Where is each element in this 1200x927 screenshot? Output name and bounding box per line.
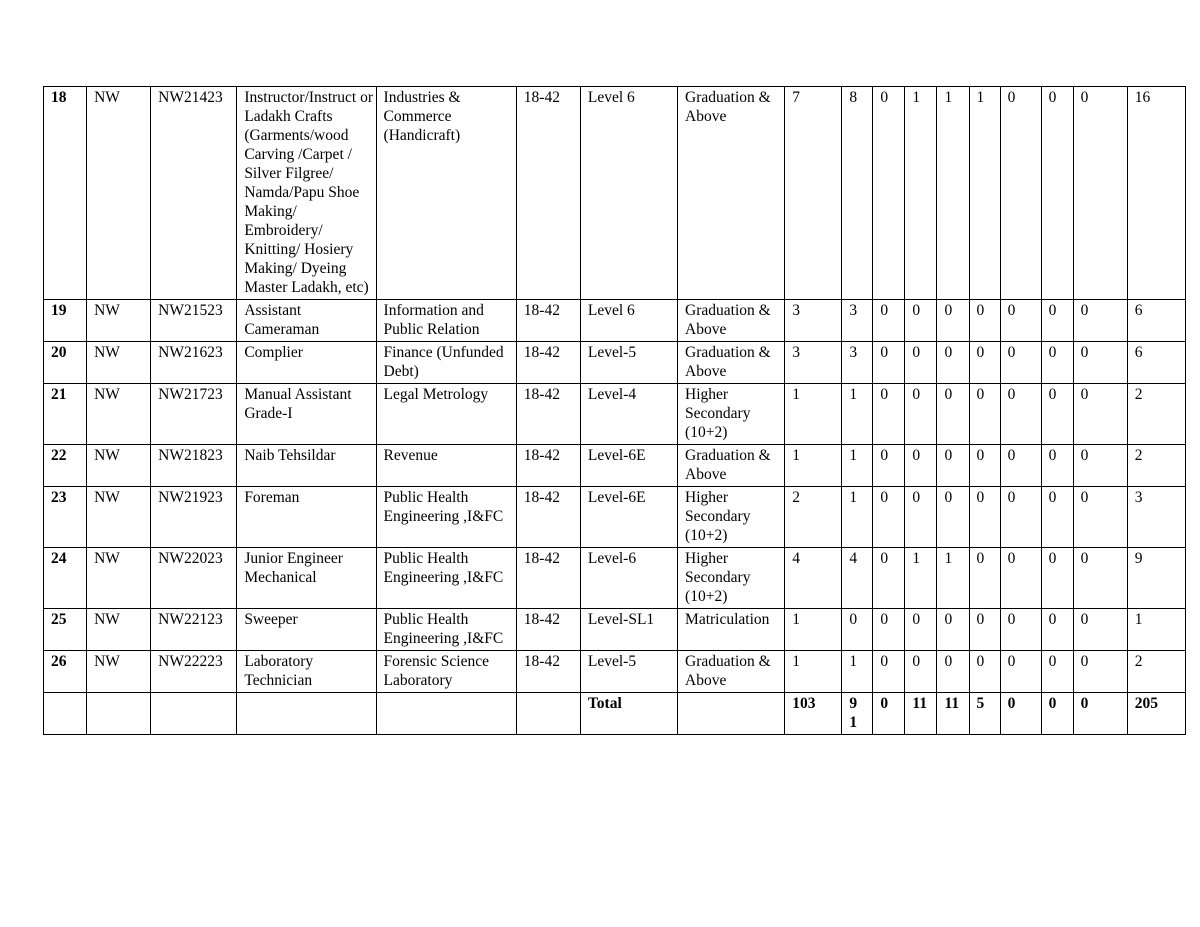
count-cell: 0	[873, 445, 905, 487]
empty-cell	[44, 693, 87, 735]
age-cell: 18-42	[516, 548, 580, 609]
total-posts-cell: 1	[1127, 609, 1185, 651]
post-name-cell: Junior Engineer Mechanical	[237, 548, 376, 609]
count-cell: 1	[785, 384, 842, 445]
department-cell: Public Health Engineering ,I&FC	[376, 609, 516, 651]
department-cell: Public Health Engineering ,I&FC	[376, 487, 516, 548]
total-count-cell: 103	[785, 693, 842, 735]
table-row	[44, 487, 1186, 548]
total-count-cell: 11	[905, 693, 937, 735]
count-cell: 0	[1000, 609, 1041, 651]
age-cell: 18-42	[516, 651, 580, 693]
zone-cell: NW	[87, 445, 151, 487]
count-cell: 0	[1073, 487, 1127, 548]
zone-cell: NW	[87, 300, 151, 342]
serial-number-cell: 24	[44, 548, 87, 609]
post-name-cell: Foreman	[237, 487, 376, 548]
total-posts-cell: 6	[1127, 300, 1185, 342]
table-row	[44, 445, 1186, 487]
count-cell: 0	[905, 300, 937, 342]
count-cell: 0	[1073, 651, 1127, 693]
department-cell: Legal Metrology	[376, 384, 516, 445]
qualification-cell: Graduation & Above	[678, 445, 785, 487]
table-row	[44, 342, 1186, 384]
empty-cell	[516, 693, 580, 735]
total-count-cell: 11	[937, 693, 969, 735]
qualification-cell: Graduation & Above	[678, 651, 785, 693]
post-code-cell: NW21723	[151, 384, 237, 445]
count-cell: 1	[969, 87, 1000, 300]
pay-level-cell: Level 6	[580, 87, 677, 300]
count-cell: 3	[842, 300, 873, 342]
total-count-cell: 0	[1041, 693, 1073, 735]
table-row	[44, 609, 1186, 651]
post-code-cell: NW21823	[151, 445, 237, 487]
count-cell: 0	[873, 651, 905, 693]
count-cell: 0	[1073, 342, 1127, 384]
post-code-cell: NW21523	[151, 300, 237, 342]
total-count-cell: 0	[1073, 693, 1127, 735]
empty-cell	[237, 693, 376, 735]
post-name-cell: Complier	[237, 342, 376, 384]
count-cell: 0	[1000, 487, 1041, 548]
count-cell: 0	[873, 384, 905, 445]
serial-number-cell: 20	[44, 342, 87, 384]
age-cell: 18-42	[516, 384, 580, 445]
count-cell: 3	[785, 342, 842, 384]
count-cell: 1	[905, 548, 937, 609]
count-cell: 0	[1000, 342, 1041, 384]
count-cell: 1	[842, 487, 873, 548]
count-cell: 0	[1000, 651, 1041, 693]
pay-level-cell: Level 6	[580, 300, 677, 342]
count-cell: 1	[937, 548, 969, 609]
post-code-cell: NW21623	[151, 342, 237, 384]
count-cell: 0	[873, 487, 905, 548]
total-posts-cell: 9	[1127, 548, 1185, 609]
zone-cell: NW	[87, 487, 151, 548]
department-cell: Finance (Unfunded Debt)	[376, 342, 516, 384]
post-code-cell: NW22223	[151, 651, 237, 693]
count-cell: 0	[873, 609, 905, 651]
count-cell: 4	[785, 548, 842, 609]
count-cell: 1	[785, 651, 842, 693]
total-row	[44, 693, 1186, 735]
count-cell: 0	[1041, 651, 1073, 693]
post-name-cell: Laboratory Technician	[237, 651, 376, 693]
count-cell: 0	[873, 87, 905, 300]
total-posts-cell: 16	[1127, 87, 1185, 300]
count-cell: 0	[1041, 87, 1073, 300]
count-cell: 0	[937, 384, 969, 445]
total-label: Total	[580, 693, 677, 735]
count-cell: 0	[937, 300, 969, 342]
grand-total-cell: 205	[1127, 693, 1185, 735]
count-cell: 0	[1041, 300, 1073, 342]
count-cell: 0	[937, 445, 969, 487]
count-cell: 0	[1000, 87, 1041, 300]
count-cell: 4	[842, 548, 873, 609]
empty-cell	[678, 693, 785, 735]
count-cell: 7	[785, 87, 842, 300]
post-name-cell: Instructor/Instruct or Ladakh Crafts (Garments/wood Carving /Carpet / Silver Filgree/ Namda/Papu Shoe Making/ Embroidery/ Knitting/ Hosiery Making/ Dyeing Master Ladakh, etc)	[237, 87, 376, 300]
count-cell: 0	[969, 651, 1000, 693]
table-row	[44, 300, 1186, 342]
count-cell: 0	[969, 487, 1000, 548]
count-cell: 0	[905, 342, 937, 384]
count-cell: 1	[905, 87, 937, 300]
posts-table	[43, 86, 1186, 735]
zone-cell: NW	[87, 342, 151, 384]
serial-number-cell: 22	[44, 445, 87, 487]
count-cell: 0	[905, 609, 937, 651]
count-cell: 3	[842, 342, 873, 384]
count-cell: 1	[785, 609, 842, 651]
count-cell: 0	[842, 609, 873, 651]
age-cell: 18-42	[516, 87, 580, 300]
count-cell: 0	[937, 651, 969, 693]
count-cell: 0	[1073, 445, 1127, 487]
total-posts-cell: 2	[1127, 445, 1185, 487]
table-row	[44, 548, 1186, 609]
count-cell: 0	[1073, 609, 1127, 651]
serial-number-cell: 25	[44, 609, 87, 651]
count-cell: 0	[969, 384, 1000, 445]
count-cell: 0	[905, 384, 937, 445]
department-cell: Public Health Engineering ,I&FC	[376, 548, 516, 609]
count-cell: 0	[1073, 548, 1127, 609]
pay-level-cell: Level-5	[580, 651, 677, 693]
total-posts-cell: 6	[1127, 342, 1185, 384]
count-cell: 0	[969, 445, 1000, 487]
count-cell: 8	[842, 87, 873, 300]
age-cell: 18-42	[516, 300, 580, 342]
pay-level-cell: Level-5	[580, 342, 677, 384]
pay-level-cell: Level-6	[580, 548, 677, 609]
pay-level-cell: Level-SL1	[580, 609, 677, 651]
count-cell: 1	[842, 384, 873, 445]
count-cell: 0	[1041, 487, 1073, 548]
qualification-cell: Higher Secondary (10+2)	[678, 548, 785, 609]
count-cell: 0	[905, 487, 937, 548]
post-name-cell: Manual Assistant Grade-I	[237, 384, 376, 445]
count-cell: 0	[873, 342, 905, 384]
count-cell: 0	[969, 300, 1000, 342]
department-cell: Industries & Commerce (Handicraft)	[376, 87, 516, 300]
pay-level-cell: Level-4	[580, 384, 677, 445]
count-cell: 0	[905, 445, 937, 487]
count-cell: 0	[1041, 342, 1073, 384]
post-code-cell: NW21923	[151, 487, 237, 548]
count-cell: 0	[969, 342, 1000, 384]
pay-level-cell: Level-6E	[580, 445, 677, 487]
count-cell: 0	[969, 548, 1000, 609]
table-row	[44, 651, 1186, 693]
serial-number-cell: 26	[44, 651, 87, 693]
pay-level-cell: Level-6E	[580, 487, 677, 548]
count-cell: 0	[937, 609, 969, 651]
count-cell: 0	[873, 300, 905, 342]
count-cell: 0	[1041, 445, 1073, 487]
serial-number-cell: 21	[44, 384, 87, 445]
post-code-cell: NW22123	[151, 609, 237, 651]
post-code-cell: NW21423	[151, 87, 237, 300]
qualification-cell: Higher Secondary (10+2)	[678, 487, 785, 548]
count-cell: 2	[785, 487, 842, 548]
post-name-cell: Sweeper	[237, 609, 376, 651]
count-cell: 1	[842, 651, 873, 693]
post-code-cell: NW22023	[151, 548, 237, 609]
qualification-cell: Graduation & Above	[678, 300, 785, 342]
zone-cell: NW	[87, 384, 151, 445]
count-cell: 0	[1000, 445, 1041, 487]
count-cell: 0	[1041, 384, 1073, 445]
qualification-cell: Higher Secondary (10+2)	[678, 384, 785, 445]
count-cell: 1	[937, 87, 969, 300]
empty-cell	[87, 693, 151, 735]
serial-number-cell: 23	[44, 487, 87, 548]
zone-cell: NW	[87, 548, 151, 609]
count-cell: 0	[1073, 87, 1127, 300]
total-count-cell: 0	[873, 693, 905, 735]
serial-number-cell: 19	[44, 300, 87, 342]
count-cell: 0	[937, 487, 969, 548]
total-count-cell: 0	[1000, 693, 1041, 735]
department-cell: Revenue	[376, 445, 516, 487]
count-cell: 3	[785, 300, 842, 342]
qualification-cell: Graduation & Above	[678, 342, 785, 384]
total-count-cell: 5	[969, 693, 1000, 735]
total-posts-cell: 3	[1127, 487, 1185, 548]
count-cell: 0	[937, 342, 969, 384]
department-cell: Forensic Science Laboratory	[376, 651, 516, 693]
count-cell: 0	[969, 609, 1000, 651]
table-row	[44, 87, 1186, 300]
count-cell: 0	[1041, 548, 1073, 609]
count-cell: 0	[1041, 609, 1073, 651]
post-name-cell: Assistant Cameraman	[237, 300, 376, 342]
zone-cell: NW	[87, 651, 151, 693]
age-cell: 18-42	[516, 445, 580, 487]
age-cell: 18-42	[516, 609, 580, 651]
age-cell: 18-42	[516, 487, 580, 548]
qualification-cell: Graduation & Above	[678, 87, 785, 300]
count-cell: 0	[1073, 300, 1127, 342]
total-count-cell: 91	[842, 693, 873, 735]
department-cell: Information and Public Relation	[376, 300, 516, 342]
zone-cell: NW	[87, 87, 151, 300]
count-cell: 0	[1000, 384, 1041, 445]
count-cell: 0	[1000, 548, 1041, 609]
count-cell: 0	[873, 548, 905, 609]
total-posts-cell: 2	[1127, 651, 1185, 693]
count-cell: 0	[1000, 300, 1041, 342]
count-cell: 1	[785, 445, 842, 487]
empty-cell	[151, 693, 237, 735]
age-cell: 18-42	[516, 342, 580, 384]
zone-cell: NW	[87, 609, 151, 651]
count-cell: 0	[905, 651, 937, 693]
count-cell: 1	[842, 445, 873, 487]
count-cell: 0	[1073, 384, 1127, 445]
empty-cell	[376, 693, 516, 735]
qualification-cell: Matriculation	[678, 609, 785, 651]
post-name-cell: Naib Tehsildar	[237, 445, 376, 487]
table-row	[44, 384, 1186, 445]
serial-number-cell: 18	[44, 87, 87, 300]
total-posts-cell: 2	[1127, 384, 1185, 445]
